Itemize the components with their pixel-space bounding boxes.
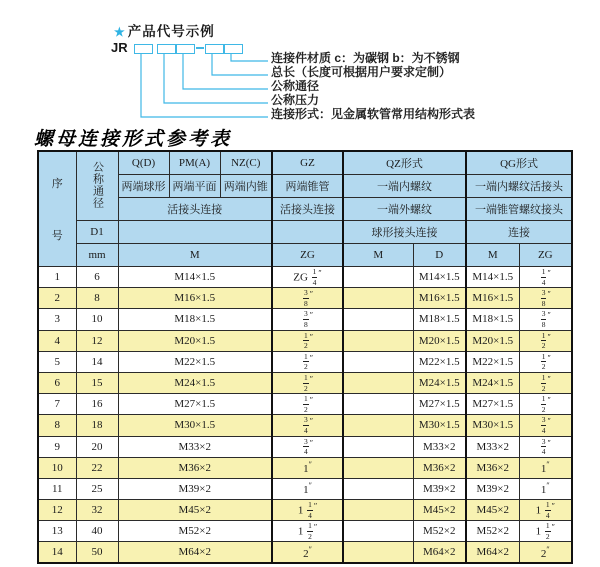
star-icon: ★: [114, 25, 126, 39]
qz-m-cell: [343, 436, 413, 457]
seq-cell: 7: [38, 394, 76, 415]
qg-m-cell: M27×1.5: [466, 394, 519, 415]
qg-zg-cell: $\frac{1}{4}$ ″: [519, 267, 572, 288]
dn-cell: 25: [76, 478, 118, 499]
table-row: [38, 288, 572, 309]
m-thread-cell: M27×1.5: [118, 394, 272, 415]
header-gz-desc: 两端锥管: [272, 175, 343, 198]
header-empty-left: [118, 221, 272, 244]
qz-d-cell: M27×1.5: [413, 394, 466, 415]
col-header-nzc: NZ(C): [220, 151, 272, 175]
qg-zg-cell: 1″: [519, 457, 572, 478]
qz-m-cell: [343, 478, 413, 499]
m-thread-cell: M39×2: [118, 478, 272, 499]
table-row: [38, 330, 572, 351]
qz-d-cell: M52×2: [413, 521, 466, 542]
qg-m-cell: M24×1.5: [466, 372, 519, 393]
header-qd-desc: 两端球形: [118, 175, 169, 198]
col-header-qz: QZ形式: [343, 151, 466, 175]
seq-cell: 1: [38, 267, 76, 288]
qz-d-cell: M36×2: [413, 457, 466, 478]
zg-cell: $\frac{3}{4}$ ″: [272, 436, 343, 457]
qz-d-cell: M45×2: [413, 500, 466, 521]
header-qg-zg: ZG: [519, 244, 572, 267]
seq-cell: 12: [38, 500, 76, 521]
header-qg-desc: 一端内螺纹活接头: [466, 175, 572, 198]
seq-char-bottom: 号: [51, 230, 63, 242]
seq-cell: 13: [38, 521, 76, 542]
table-body: [38, 267, 572, 564]
m-thread-cell: M16×1.5: [118, 288, 272, 309]
qz-m-cell: [343, 500, 413, 521]
header-mm: mm: [76, 244, 118, 267]
qz-m-cell: [343, 309, 413, 330]
qz-d-cell: M39×2: [413, 478, 466, 499]
qg-m-cell: M14×1.5: [466, 267, 519, 288]
zg-cell: $\frac{1}{2}$ ″: [272, 394, 343, 415]
qg-zg-cell: 1 $\frac{1}{2}$ ″: [519, 521, 572, 542]
code-box-3: [176, 44, 195, 54]
header-qz-m: M: [343, 244, 413, 267]
dn-cell: 12: [76, 330, 118, 351]
seq-cell: 3: [38, 309, 76, 330]
nut-connection-table: [37, 150, 573, 564]
qz-m-cell: [343, 394, 413, 415]
col-header-pma: PM(A): [169, 151, 220, 175]
qz-m-cell: [343, 372, 413, 393]
diagram-title: [114, 20, 215, 40]
zg-cell: $\frac{1}{2}$ ″: [272, 372, 343, 393]
seq-cell: 8: [38, 415, 76, 436]
qg-zg-cell: 1″: [519, 478, 572, 499]
table-row: [38, 457, 572, 478]
qg-zg-cell: $\frac{3}{4}$ ″: [519, 436, 572, 457]
table-row: [38, 351, 572, 372]
zg-cell: $\frac{3}{8}$ ″: [272, 288, 343, 309]
table-row: [38, 478, 572, 499]
code-dash: [196, 47, 204, 49]
code-box-4: [205, 44, 224, 54]
qg-m-cell: M45×2: [466, 500, 519, 521]
header-d1: D1: [76, 221, 118, 244]
label-material: 连接件材质 c：为碳钢 b：为不锈钢: [271, 51, 460, 65]
dn-cell: 18: [76, 415, 118, 436]
dn-cell: 50: [76, 542, 118, 563]
qg-m-cell: M30×1.5: [466, 415, 519, 436]
table-row: [38, 309, 572, 330]
col-header-gz: GZ: [272, 151, 343, 175]
table-row: [38, 267, 572, 288]
dn-cell: 32: [76, 500, 118, 521]
header-m-wide: M: [118, 244, 272, 267]
qz-d-cell: M14×1.5: [413, 267, 466, 288]
label-total-length: 总长（长度可根据用户要求定制）: [271, 65, 452, 79]
qz-m-cell: [343, 288, 413, 309]
m-thread-cell: M20×1.5: [118, 330, 272, 351]
label-nominal-pressure: 公称压力: [271, 93, 320, 107]
m-thread-cell: M45×2: [118, 500, 272, 521]
code-box-5: [224, 44, 243, 54]
seq-cell: 2: [38, 288, 76, 309]
zg-cell: $\frac{3}{4}$ ″: [272, 415, 343, 436]
m-thread-cell: M36×2: [118, 457, 272, 478]
qz-d-cell: M20×1.5: [413, 330, 466, 351]
qz-m-cell: [343, 415, 413, 436]
qg-zg-cell: $\frac{3}{8}$ ″: [519, 309, 572, 330]
header-qz-desc: 一端内螺纹: [343, 175, 466, 198]
zg-cell: $\frac{1}{2}$ ″: [272, 330, 343, 351]
qg-m-cell: M39×2: [466, 478, 519, 499]
seq-cell: 5: [38, 351, 76, 372]
qz-m-cell: [343, 330, 413, 351]
dn-cell: 8: [76, 288, 118, 309]
seq-cell: 6: [38, 372, 76, 393]
qg-zg-cell: $\frac{1}{2}$ ″: [519, 351, 572, 372]
col-header-qd: Q(D): [118, 151, 169, 175]
header-qg-taper-joint: 一端锥管螺纹接头: [466, 198, 572, 221]
qg-zg-cell: $\frac{1}{2}$ ″: [519, 394, 572, 415]
m-thread-cell: M22×1.5: [118, 351, 272, 372]
header-qz-d: D: [413, 244, 466, 267]
header-pma-desc: 两端平面: [169, 175, 220, 198]
qg-m-cell: M52×2: [466, 521, 519, 542]
qz-m-cell: [343, 521, 413, 542]
seq-cell: 9: [38, 436, 76, 457]
zg-cell: 1 $\frac{1}{4}$ ″: [272, 500, 343, 521]
dn-cell: 14: [76, 351, 118, 372]
header-qz-ball-joint: 球形接头连接: [343, 221, 466, 244]
header-gz-union: 活接头连接: [272, 198, 343, 221]
header-nzc-desc: 两端内锥: [220, 175, 272, 198]
seq-cell: 14: [38, 542, 76, 563]
qg-m-cell: M20×1.5: [466, 330, 519, 351]
dn-cell: 40: [76, 521, 118, 542]
diagram-title-text: 产品代号示例: [127, 24, 215, 39]
dn-cell: 22: [76, 457, 118, 478]
qg-zg-cell: $\frac{3}{8}$ ″: [519, 288, 572, 309]
table-row: [38, 415, 572, 436]
qg-zg-cell: 2″: [519, 542, 572, 563]
dn-cell: 20: [76, 436, 118, 457]
table-row: [38, 500, 572, 521]
header-qg-connection: 连接: [466, 221, 572, 244]
m-thread-cell: M30×1.5: [118, 415, 272, 436]
table-row: [38, 542, 572, 563]
qg-m-cell: M16×1.5: [466, 288, 519, 309]
table-row: [38, 436, 572, 457]
qg-zg-cell: $\frac{1}{2}$ ″: [519, 330, 572, 351]
table-title: 螺母连接形式参考表: [34, 128, 233, 150]
header-qz-outer-thread: 一端外螺纹: [343, 198, 466, 221]
zg-cell: 2″: [272, 542, 343, 563]
qz-d-cell: M22×1.5: [413, 351, 466, 372]
table-row: [38, 372, 572, 393]
seq-cell: 11: [38, 478, 76, 499]
col-header-qg: QG形式: [466, 151, 572, 175]
label-connection-form: 连接形式：见金属软管常用结构形式表: [271, 107, 476, 121]
zg-cell: 1 $\frac{1}{2}$ ″: [272, 521, 343, 542]
m-thread-cell: M33×2: [118, 436, 272, 457]
dn-cell: 10: [76, 309, 118, 330]
product-code-prefix: JR: [111, 40, 128, 55]
qg-m-cell: M18×1.5: [466, 309, 519, 330]
header-union-connection: 活接头连接: [118, 198, 272, 221]
zg-cell: ZG $\frac{1}{4}$ ″: [272, 267, 343, 288]
m-thread-cell: M14×1.5: [118, 267, 272, 288]
label-nominal-diameter: 公称通径: [271, 79, 320, 93]
code-box-2: [157, 44, 176, 54]
m-thread-cell: M18×1.5: [118, 309, 272, 330]
qz-d-cell: M16×1.5: [413, 288, 466, 309]
qz-d-cell: M30×1.5: [413, 415, 466, 436]
qg-m-cell: M64×2: [466, 542, 519, 563]
table-row: [38, 521, 572, 542]
qg-m-cell: M36×2: [466, 457, 519, 478]
qg-m-cell: M22×1.5: [466, 351, 519, 372]
qz-m-cell: [343, 457, 413, 478]
zg-cell: 1″: [272, 457, 343, 478]
qz-m-cell: [343, 267, 413, 288]
header-empty-gz: [272, 221, 343, 244]
qz-d-cell: M18×1.5: [413, 309, 466, 330]
table-row: [38, 394, 572, 415]
qz-d-cell: M24×1.5: [413, 372, 466, 393]
zg-cell: $\frac{3}{8}$ ″: [272, 309, 343, 330]
dn-cell: 15: [76, 372, 118, 393]
qz-d-cell: M64×2: [413, 542, 466, 563]
col-header-seq: [38, 151, 76, 267]
qz-m-cell: [343, 351, 413, 372]
qz-d-cell: M33×2: [413, 436, 466, 457]
seq-cell: 4: [38, 330, 76, 351]
dn-cell: 6: [76, 267, 118, 288]
m-thread-cell: M64×2: [118, 542, 272, 563]
col-header-dn: 公称通径: [76, 151, 118, 221]
seq-char-top: 序: [51, 178, 63, 190]
dn-cell: 16: [76, 394, 118, 415]
qg-zg-cell: $\frac{1}{2}$ ″: [519, 372, 572, 393]
zg-cell: $\frac{1}{2}$ ″: [272, 351, 343, 372]
qg-zg-cell: $\frac{3}{4}$ ″: [519, 415, 572, 436]
table-header: [38, 151, 572, 267]
header-zg: ZG: [272, 244, 343, 267]
m-thread-cell: M24×1.5: [118, 372, 272, 393]
zg-cell: 1″: [272, 478, 343, 499]
m-thread-cell: M52×2: [118, 521, 272, 542]
qg-m-cell: M33×2: [466, 436, 519, 457]
qz-m-cell: [343, 542, 413, 563]
code-box-1: [134, 44, 153, 54]
header-qg-m: M: [466, 244, 519, 267]
seq-cell: 10: [38, 457, 76, 478]
qg-zg-cell: 1 $\frac{1}{4}$ ″: [519, 500, 572, 521]
